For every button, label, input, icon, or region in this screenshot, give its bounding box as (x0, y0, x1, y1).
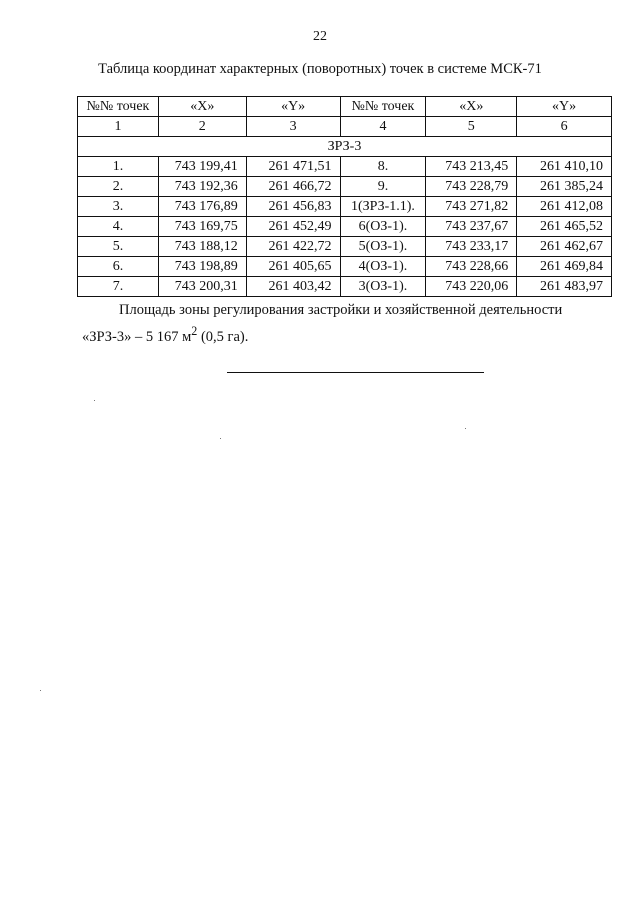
point-number: 8. (340, 157, 426, 177)
x-coordinate: 743 237,67 (426, 217, 517, 237)
page-number: 22 (313, 29, 327, 44)
point-number: 7. (78, 277, 159, 297)
point-number: 1(ЗРЗ-1.1). (340, 197, 426, 217)
column-number: 1 (78, 117, 159, 137)
x-coordinate: 743 220,06 (426, 277, 517, 297)
column-number: 4 (340, 117, 426, 137)
area-hectares-text: (0,5 га). (197, 328, 249, 345)
y-coordinate: 261 469,84 (517, 257, 612, 277)
point-number: 9. (340, 177, 426, 197)
x-coordinate: 743 271,82 (426, 197, 517, 217)
x-coordinate: 743 192,36 (158, 177, 246, 197)
y-coordinate: 261 385,24 (517, 177, 612, 197)
end-rule (227, 372, 484, 373)
x-coordinate: 743 200,31 (158, 277, 246, 297)
table-header-row (78, 97, 612, 117)
table-title: Таблица координат характерных (поворотных) точек в системе МСК-71 (98, 61, 542, 77)
scan-speck (40, 690, 41, 691)
section-row (78, 137, 612, 157)
table-row (78, 177, 612, 197)
area-statement-line-2 (82, 321, 602, 348)
header-x: «X» (158, 97, 246, 117)
header-point-number: №№ точек (340, 97, 426, 117)
scan-speck (220, 438, 221, 439)
point-number: 2. (78, 177, 159, 197)
table-row (78, 157, 612, 177)
y-coordinate: 261 465,52 (517, 217, 612, 237)
point-number: 4. (78, 217, 159, 237)
header-y: «Y» (517, 97, 612, 117)
point-number: 6(ОЗ-1). (340, 217, 426, 237)
column-number: 3 (246, 117, 340, 137)
header-x: «X» (426, 97, 517, 117)
y-coordinate: 261 405,65 (246, 257, 340, 277)
scan-speck (465, 428, 466, 429)
table-row (78, 237, 612, 257)
y-coordinate: 261 471,51 (246, 157, 340, 177)
column-number: 2 (158, 117, 246, 137)
scan-speck (94, 400, 95, 401)
x-coordinate: 743 233,17 (426, 237, 517, 257)
y-coordinate: 261 410,10 (517, 157, 612, 177)
x-coordinate: 743 199,41 (158, 157, 246, 177)
y-coordinate: 261 483,97 (517, 277, 612, 297)
table-row (78, 277, 612, 297)
coordinates-table (77, 96, 612, 297)
table-row (78, 197, 612, 217)
point-number: 3. (78, 197, 159, 217)
area-unit-superscript: 2 (191, 324, 198, 338)
point-number: 1. (78, 157, 159, 177)
header-y: «Y» (246, 97, 340, 117)
point-number: 4(ОЗ-1). (340, 257, 426, 277)
header-point-number: №№ точек (78, 97, 159, 117)
column-number: 5 (426, 117, 517, 137)
table-row (78, 257, 612, 277)
point-number: 3(ОЗ-1). (340, 277, 426, 297)
column-number-row (78, 117, 612, 137)
x-coordinate: 743 228,79 (426, 177, 517, 197)
point-number: 5(ОЗ-1). (340, 237, 426, 257)
column-number: 6 (517, 117, 612, 137)
y-coordinate: 261 452,49 (246, 217, 340, 237)
area-statement-line-1: Площадь зоны регулирования застройки и хозяйственной деятельности (119, 302, 563, 318)
point-number: 5. (78, 237, 159, 257)
point-number: 6. (78, 257, 159, 277)
area-statement (82, 300, 602, 348)
x-coordinate: 743 169,75 (158, 217, 246, 237)
y-coordinate: 261 412,08 (517, 197, 612, 217)
y-coordinate: 261 466,72 (246, 177, 340, 197)
y-coordinate: 261 456,83 (246, 197, 340, 217)
section-label: ЗРЗ-3 (78, 137, 612, 157)
y-coordinate: 261 403,42 (246, 277, 340, 297)
table-row (78, 217, 612, 237)
x-coordinate: 743 213,45 (426, 157, 517, 177)
x-coordinate: 743 228,66 (426, 257, 517, 277)
x-coordinate: 743 176,89 (158, 197, 246, 217)
y-coordinate: 261 422,72 (246, 237, 340, 257)
area-value-text: «ЗРЗ-3» – 5 167 м (82, 328, 192, 345)
x-coordinate: 743 198,89 (158, 257, 246, 277)
y-coordinate: 261 462,67 (517, 237, 612, 257)
x-coordinate: 743 188,12 (158, 237, 246, 257)
